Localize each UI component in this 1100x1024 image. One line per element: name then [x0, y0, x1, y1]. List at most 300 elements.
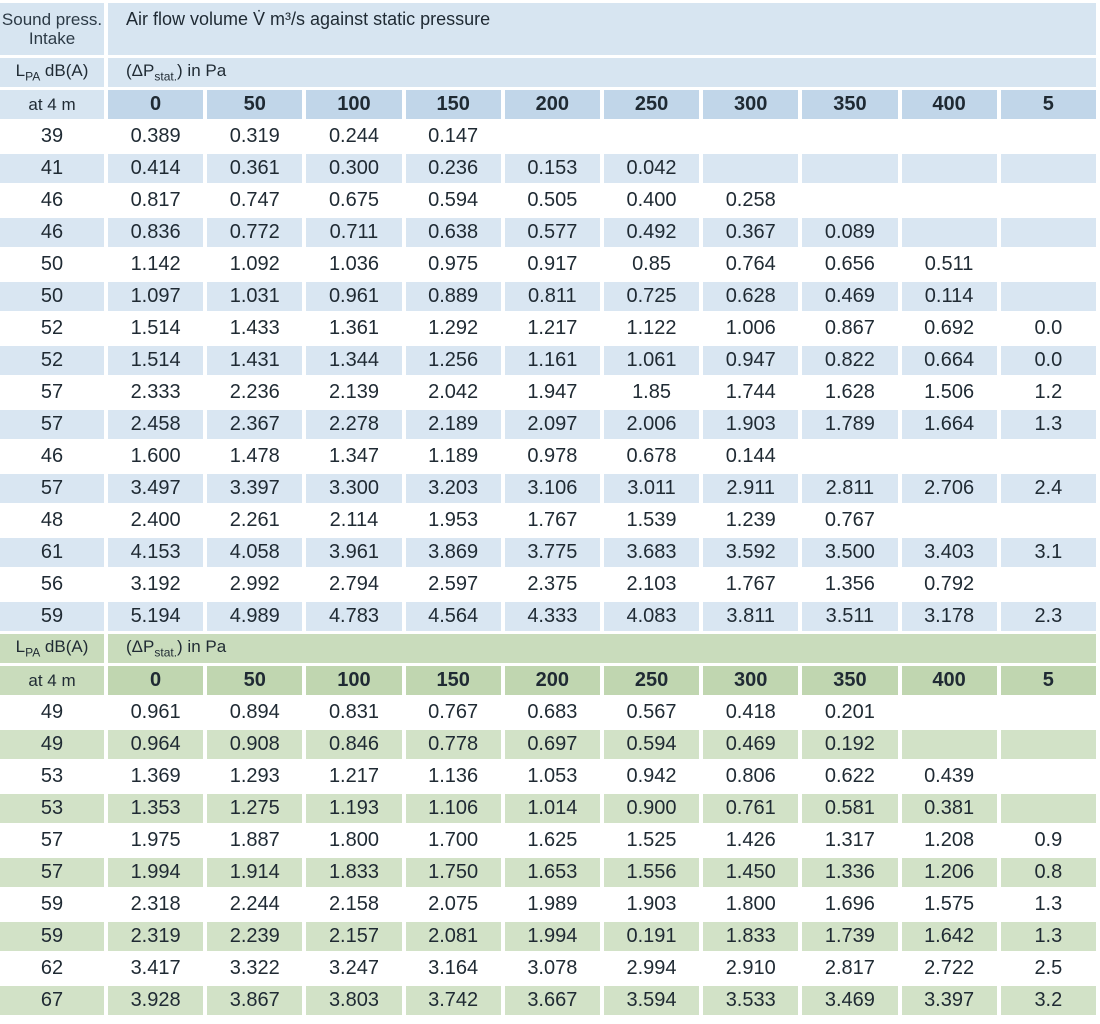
airflow-cell: 0.153 [505, 154, 600, 183]
airflow-cell [902, 442, 997, 471]
airflow-cell: 0.147 [406, 122, 501, 151]
airflow-cell: 1.625 [505, 826, 600, 855]
sound-pressure-header-line2: Intake [28, 29, 76, 48]
airflow-cell: 2.081 [406, 922, 501, 951]
airflow-cell: 2.261 [207, 506, 302, 535]
airflow-cell: 2.992 [207, 570, 302, 599]
table-row [0, 410, 1096, 439]
airflow-cell: 1.239 [703, 506, 798, 535]
airflow-cell: 0.622 [802, 762, 897, 791]
airflow-cell: 0.656 [802, 250, 897, 279]
table-row [0, 986, 1096, 1015]
airflow-cell: 0.947 [703, 346, 798, 375]
airflow-cell: 2.817 [802, 954, 897, 983]
airflow-cell: 1.903 [703, 410, 798, 439]
airflow-cell: 1.514 [108, 314, 203, 343]
table-row [0, 154, 1096, 183]
pressure-column-header: 100 [306, 90, 401, 119]
airflow-cell [902, 218, 997, 247]
pressure-column-header: 50 [207, 90, 302, 119]
airflow-cell: 4.153 [108, 538, 203, 567]
airflow-cell: 0.492 [604, 218, 699, 247]
airflow-cell: 1.006 [703, 314, 798, 343]
lpa-cell: 57 [0, 378, 104, 407]
airflow-cell: 2.318 [108, 890, 203, 919]
airflow-cell: 2.5 [1001, 954, 1096, 983]
airflow-cell: 1.556 [604, 858, 699, 887]
airflow-cell: 0.300 [306, 154, 401, 183]
table-row [0, 602, 1096, 631]
table-row [0, 570, 1096, 599]
airflow-cell: 1.739 [802, 922, 897, 951]
airflow-cell: 3.247 [306, 954, 401, 983]
airflow-cell: 2.4 [1001, 474, 1096, 503]
airflow-cell [902, 698, 997, 727]
airflow-cell: 1.478 [207, 442, 302, 471]
airflow-cell: 4.058 [207, 538, 302, 567]
table-row [0, 762, 1096, 791]
table-row [0, 890, 1096, 919]
pressure-column-header: 400 [902, 666, 997, 695]
airflow-cell: 0.469 [802, 282, 897, 311]
airflow-cell: 0.792 [902, 570, 997, 599]
lpa-cell: 67 [0, 986, 104, 1015]
table-row [0, 858, 1096, 887]
airflow-cell: 1.431 [207, 346, 302, 375]
airflow-cell: 0.772 [207, 218, 302, 247]
airflow-cell [1001, 442, 1096, 471]
airflow-cell: 2.189 [406, 410, 501, 439]
airflow-cell: 1.217 [306, 762, 401, 791]
airflow-cell: 0.836 [108, 218, 203, 247]
airflow-cell: 0.244 [306, 122, 401, 151]
airflow-cell: 0.889 [406, 282, 501, 311]
airflow-cell: 1.217 [505, 314, 600, 343]
table-row [0, 122, 1096, 151]
blue-pressure-label [108, 58, 1096, 87]
airflow-cell [703, 154, 798, 183]
airflow-cell: 1.053 [505, 762, 600, 791]
airflow-cell: 2.319 [108, 922, 203, 951]
airflow-cell: 0.817 [108, 186, 203, 215]
airflow-cell: 1.696 [802, 890, 897, 919]
airflow-cell: 1.450 [703, 858, 798, 887]
airflow-cell: 2.722 [902, 954, 997, 983]
lpa-cell: 52 [0, 346, 104, 375]
airflow-cell: 1.947 [505, 378, 600, 407]
table-row [0, 186, 1096, 215]
airflow-cell: 1.142 [108, 250, 203, 279]
airflow-cell: 3.811 [703, 602, 798, 631]
airflow-cell: 0.964 [108, 730, 203, 759]
airflow-cell: 0.192 [802, 730, 897, 759]
airflow-cell: 0.9 [1001, 826, 1096, 855]
airflow-cell: 3.011 [604, 474, 699, 503]
airflow-cell: 0.867 [802, 314, 897, 343]
airflow-cell: 1.750 [406, 858, 501, 887]
airflow-cell: 2.706 [902, 474, 997, 503]
lpa-label-unit: dB(A) [40, 61, 89, 81]
pressure-label-pre: (ΔP [126, 61, 155, 81]
lpa-cell: 48 [0, 506, 104, 535]
airflow-cell: 1.833 [703, 922, 798, 951]
table-row [0, 698, 1096, 727]
airflow-cell: 3.078 [505, 954, 600, 983]
airflow-cell: 2.367 [207, 410, 302, 439]
airflow-cell: 3.533 [703, 986, 798, 1015]
airflow-cell: 1.789 [802, 410, 897, 439]
airflow-cell: 3.667 [505, 986, 600, 1015]
airflow-cell [1001, 186, 1096, 215]
airflow-cell: 3.961 [306, 538, 401, 567]
airflow-cell: 1.361 [306, 314, 401, 343]
airflow-cell: 2.400 [108, 506, 203, 535]
lpa-cell: 56 [0, 570, 104, 599]
table-row [0, 826, 1096, 855]
airflow-cell: 2.994 [604, 954, 699, 983]
airflow-cell: 0.961 [108, 698, 203, 727]
airflow-cell: 4.989 [207, 602, 302, 631]
airflow-cell: 3.106 [505, 474, 600, 503]
lpa-cell: 53 [0, 762, 104, 791]
airflow-cell: 2.157 [306, 922, 401, 951]
airflow-cell: 0.900 [604, 794, 699, 823]
airflow-cell: 3.500 [802, 538, 897, 567]
airflow-cell: 5.194 [108, 602, 203, 631]
airflow-cell: 2.158 [306, 890, 401, 919]
green-lpa-label [0, 634, 104, 663]
airflow-cell: 1.061 [604, 346, 699, 375]
airflow-cell: 2.458 [108, 410, 203, 439]
lpa-label-main: L [15, 61, 26, 81]
blue-column-header-row [0, 90, 1096, 119]
airflow-cell: 1.092 [207, 250, 302, 279]
lpa-cell: 46 [0, 218, 104, 247]
table-row [0, 474, 1096, 503]
table-row [0, 282, 1096, 311]
lpa-cell: 50 [0, 282, 104, 311]
airflow-cell: 1.800 [703, 890, 798, 919]
airflow-cell: 0.908 [207, 730, 302, 759]
lpa-cell: 57 [0, 410, 104, 439]
airflow-cell: 0.389 [108, 122, 203, 151]
pressure-column-header: 50 [207, 666, 302, 695]
airflow-cell: 0.894 [207, 698, 302, 727]
lpa-cell: 59 [0, 602, 104, 631]
airflow-cell: 0.811 [505, 282, 600, 311]
airflow-cell [1001, 698, 1096, 727]
airflow-cell: 2.114 [306, 506, 401, 535]
lpa-cell: 62 [0, 954, 104, 983]
airflow-cell: 0.85 [604, 250, 699, 279]
airflow-cell: 3.1 [1001, 538, 1096, 567]
airflow-cell: 1.914 [207, 858, 302, 887]
airflow-cell: 1.833 [306, 858, 401, 887]
pressure-column-header: 150 [406, 90, 501, 119]
sound-pressure-header-line1: Sound press. [1, 10, 103, 29]
airflow-cell: 2.006 [604, 410, 699, 439]
airflow-cell: 0.042 [604, 154, 699, 183]
airflow-cell: 1.344 [306, 346, 401, 375]
airflow-cell [505, 122, 600, 151]
table-row [0, 922, 1096, 951]
airflow-cell: 1.189 [406, 442, 501, 471]
table-row [0, 506, 1096, 535]
airflow-table-body [0, 3, 1096, 1015]
airflow-cell: 0.236 [406, 154, 501, 183]
pressure-column-header: 200 [505, 666, 600, 695]
airflow-cell: 3.2 [1001, 986, 1096, 1015]
airflow-cell: 0.089 [802, 218, 897, 247]
airflow-cell: 1.3 [1001, 890, 1096, 919]
airflow-cell: 2.139 [306, 378, 401, 407]
airflow-cell: 1.369 [108, 762, 203, 791]
airflow-cell: 0.505 [505, 186, 600, 215]
sound-pressure-header [0, 3, 104, 55]
airflow-cell: 0.191 [604, 922, 699, 951]
airflow-cell: 1.887 [207, 826, 302, 855]
airflow-cell: 1.767 [703, 570, 798, 599]
airflow-cell: 1.347 [306, 442, 401, 471]
airflow-cell: 0.747 [207, 186, 302, 215]
airflow-cell: 0.975 [406, 250, 501, 279]
airflow-cell [902, 154, 997, 183]
airflow-cell: 0.942 [604, 762, 699, 791]
airflow-cell: 4.564 [406, 602, 501, 631]
airflow-cell: 0.806 [703, 762, 798, 791]
table-row [0, 730, 1096, 759]
airflow-cell: 1.506 [902, 378, 997, 407]
airflow-cell: 3.300 [306, 474, 401, 503]
airflow-cell: 0.778 [406, 730, 501, 759]
airflow-cell [1001, 794, 1096, 823]
airflow-cell: 1.3 [1001, 410, 1096, 439]
airflow-cell: 4.333 [505, 602, 600, 631]
airflow-cell: 3.592 [703, 538, 798, 567]
airflow-cell: 2.597 [406, 570, 501, 599]
pressure-column-header: 350 [802, 90, 897, 119]
airflow-cell: 1.989 [505, 890, 600, 919]
airflow-cell: 0.0 [1001, 314, 1096, 343]
airflow-cell: 1.628 [802, 378, 897, 407]
airflow-cell: 1.161 [505, 346, 600, 375]
airflow-cell: 1.575 [902, 890, 997, 919]
airflow-cell: 1.525 [604, 826, 699, 855]
airflow-cell: 0.767 [802, 506, 897, 535]
airflow-cell [802, 442, 897, 471]
lpa-cell: 59 [0, 922, 104, 951]
airflow-cell: 2.333 [108, 378, 203, 407]
airflow-cell: 0.577 [505, 218, 600, 247]
airflow-cell [902, 122, 997, 151]
airflow-cell: 3.683 [604, 538, 699, 567]
airflow-cell: 1.122 [604, 314, 699, 343]
pressure-column-header: 300 [703, 90, 798, 119]
airflow-cell [1001, 154, 1096, 183]
airflow-cell [1001, 570, 1096, 599]
lpa-label-unit: dB(A) [40, 637, 89, 657]
airflow-cell: 1.642 [902, 922, 997, 951]
pressure-column-header: 200 [505, 90, 600, 119]
pressure-label-sub: stat. [154, 69, 178, 84]
pressure-label-sub: stat. [154, 645, 178, 660]
airflow-cell [604, 122, 699, 151]
airflow-cell: 2.278 [306, 410, 401, 439]
airflow-cell: 3.928 [108, 986, 203, 1015]
green-pressure-label [108, 634, 1096, 663]
airflow-cell: 0.764 [703, 250, 798, 279]
airflow-cell: 0.8 [1001, 858, 1096, 887]
airflow-cell: 0.767 [406, 698, 501, 727]
pressure-label-post: ) in Pa [177, 61, 227, 81]
green-subheader-row [0, 634, 1096, 663]
lpa-cell: 52 [0, 314, 104, 343]
green-column-header-row [0, 666, 1096, 695]
lpa-cell: 61 [0, 538, 104, 567]
airflow-cell: 3.203 [406, 474, 501, 503]
airflow-cell: 2.811 [802, 474, 897, 503]
airflow-cell: 1.208 [902, 826, 997, 855]
airflow-cell: 1.994 [108, 858, 203, 887]
airflow-cell: 1.744 [703, 378, 798, 407]
table-row [0, 378, 1096, 407]
blue-subheader-row [0, 58, 1096, 87]
airflow-cell: 0.400 [604, 186, 699, 215]
airflow-cell: 0.831 [306, 698, 401, 727]
lpa-cell: 57 [0, 858, 104, 887]
table-row [0, 218, 1096, 247]
airflow-cell: 3.403 [902, 538, 997, 567]
airflow-cell [1001, 122, 1096, 151]
pressure-column-header: 350 [802, 666, 897, 695]
lpa-cell: 49 [0, 698, 104, 727]
pressure-column-header: 5 [1001, 90, 1096, 119]
table-row [0, 314, 1096, 343]
airflow-cell: 0.978 [505, 442, 600, 471]
airflow-cell [802, 186, 897, 215]
airflow-cell: 1.336 [802, 858, 897, 887]
airflow-cell: 3.869 [406, 538, 501, 567]
airflow-cell: 1.097 [108, 282, 203, 311]
airflow-cell: 1.036 [306, 250, 401, 279]
airflow-cell: 0.319 [207, 122, 302, 151]
lpa-cell: 53 [0, 794, 104, 823]
lpa-cell: 59 [0, 890, 104, 919]
airflow-cell: 2.375 [505, 570, 600, 599]
airflow-cell: 0.511 [902, 250, 997, 279]
lpa-cell: 50 [0, 250, 104, 279]
airflow-cell: 2.097 [505, 410, 600, 439]
airflow-cell: 2.244 [207, 890, 302, 919]
airflow-cell: 1.975 [108, 826, 203, 855]
airflow-cell: 2.794 [306, 570, 401, 599]
lpa-cell: 57 [0, 826, 104, 855]
airflow-cell: 0.567 [604, 698, 699, 727]
airflow-cell: 0.961 [306, 282, 401, 311]
airflow-cell [1001, 762, 1096, 791]
airflow-cell [902, 730, 997, 759]
airflow-cell: 0.628 [703, 282, 798, 311]
airflow-cell: 0.846 [306, 730, 401, 759]
airflow-cell: 3.178 [902, 602, 997, 631]
airflow-cell: 3.192 [108, 570, 203, 599]
airflow-cell: 3.803 [306, 986, 401, 1015]
airflow-cell: 1.292 [406, 314, 501, 343]
pressure-column-header: 0 [108, 666, 203, 695]
airflow-cell: 1.426 [703, 826, 798, 855]
pressure-label-post: ) in Pa [177, 637, 227, 657]
airflow-cell [902, 186, 997, 215]
airflow-cell: 3.397 [902, 986, 997, 1015]
airflow-cell [902, 506, 997, 535]
airflow-cell: 0.144 [703, 442, 798, 471]
lpa-label-sub: PA [25, 645, 41, 660]
airflow-cell: 1.700 [406, 826, 501, 855]
table-row [0, 538, 1096, 567]
airflow-cell: 0.675 [306, 186, 401, 215]
airflow-cell: 0.114 [902, 282, 997, 311]
table-row [0, 346, 1096, 375]
airflow-cell: 3.742 [406, 986, 501, 1015]
airflow-cell: 0.711 [306, 218, 401, 247]
pressure-column-header: 100 [306, 666, 401, 695]
pressure-label-pre: (ΔP [126, 637, 155, 657]
airflow-cell: 1.539 [604, 506, 699, 535]
airflow-cell: 0.469 [703, 730, 798, 759]
airflow-cell: 1.353 [108, 794, 203, 823]
airflow-cell: 0.594 [604, 730, 699, 759]
airflow-cell: 0.638 [406, 218, 501, 247]
airflow-cell: 0.381 [902, 794, 997, 823]
airflow-cell: 2.042 [406, 378, 501, 407]
lpa-cell: 57 [0, 474, 104, 503]
airflow-cell: 0.725 [604, 282, 699, 311]
airflow-cell: 1.256 [406, 346, 501, 375]
airflow-cell: 1.293 [207, 762, 302, 791]
airflow-cell: 3.397 [207, 474, 302, 503]
airflow-cell: 2.075 [406, 890, 501, 919]
airflow-cell: 0.201 [802, 698, 897, 727]
airflow-cell: 1.664 [902, 410, 997, 439]
airflow-cell: 3.511 [802, 602, 897, 631]
airflow-cell: 0.664 [902, 346, 997, 375]
airflow-cell: 1.800 [306, 826, 401, 855]
airflow-cell: 1.514 [108, 346, 203, 375]
lpa-label-sub: PA [25, 69, 41, 84]
airflow-cell: 1.3 [1001, 922, 1096, 951]
blue-at-label: at 4 m [0, 90, 104, 119]
airflow-cell: 3.775 [505, 538, 600, 567]
airflow-cell: 2.239 [207, 922, 302, 951]
header-row [0, 3, 1096, 55]
airflow-cell: 1.106 [406, 794, 501, 823]
airflow-cell: 0.414 [108, 154, 203, 183]
airflow-cell: 1.014 [505, 794, 600, 823]
airflow-cell: 2.911 [703, 474, 798, 503]
lpa-cell: 46 [0, 442, 104, 471]
airflow-cell: 4.083 [604, 602, 699, 631]
table-row [0, 954, 1096, 983]
airflow-cell: 3.322 [207, 954, 302, 983]
airflow-cell: 0.697 [505, 730, 600, 759]
airflow-cell [1001, 506, 1096, 535]
airflow-cell: 1.193 [306, 794, 401, 823]
airflow-cell: 1.275 [207, 794, 302, 823]
airflow-cell [1001, 730, 1096, 759]
airflow-cell: 2.103 [604, 570, 699, 599]
pressure-column-header: 0 [108, 90, 203, 119]
airflow-cell [1001, 250, 1096, 279]
